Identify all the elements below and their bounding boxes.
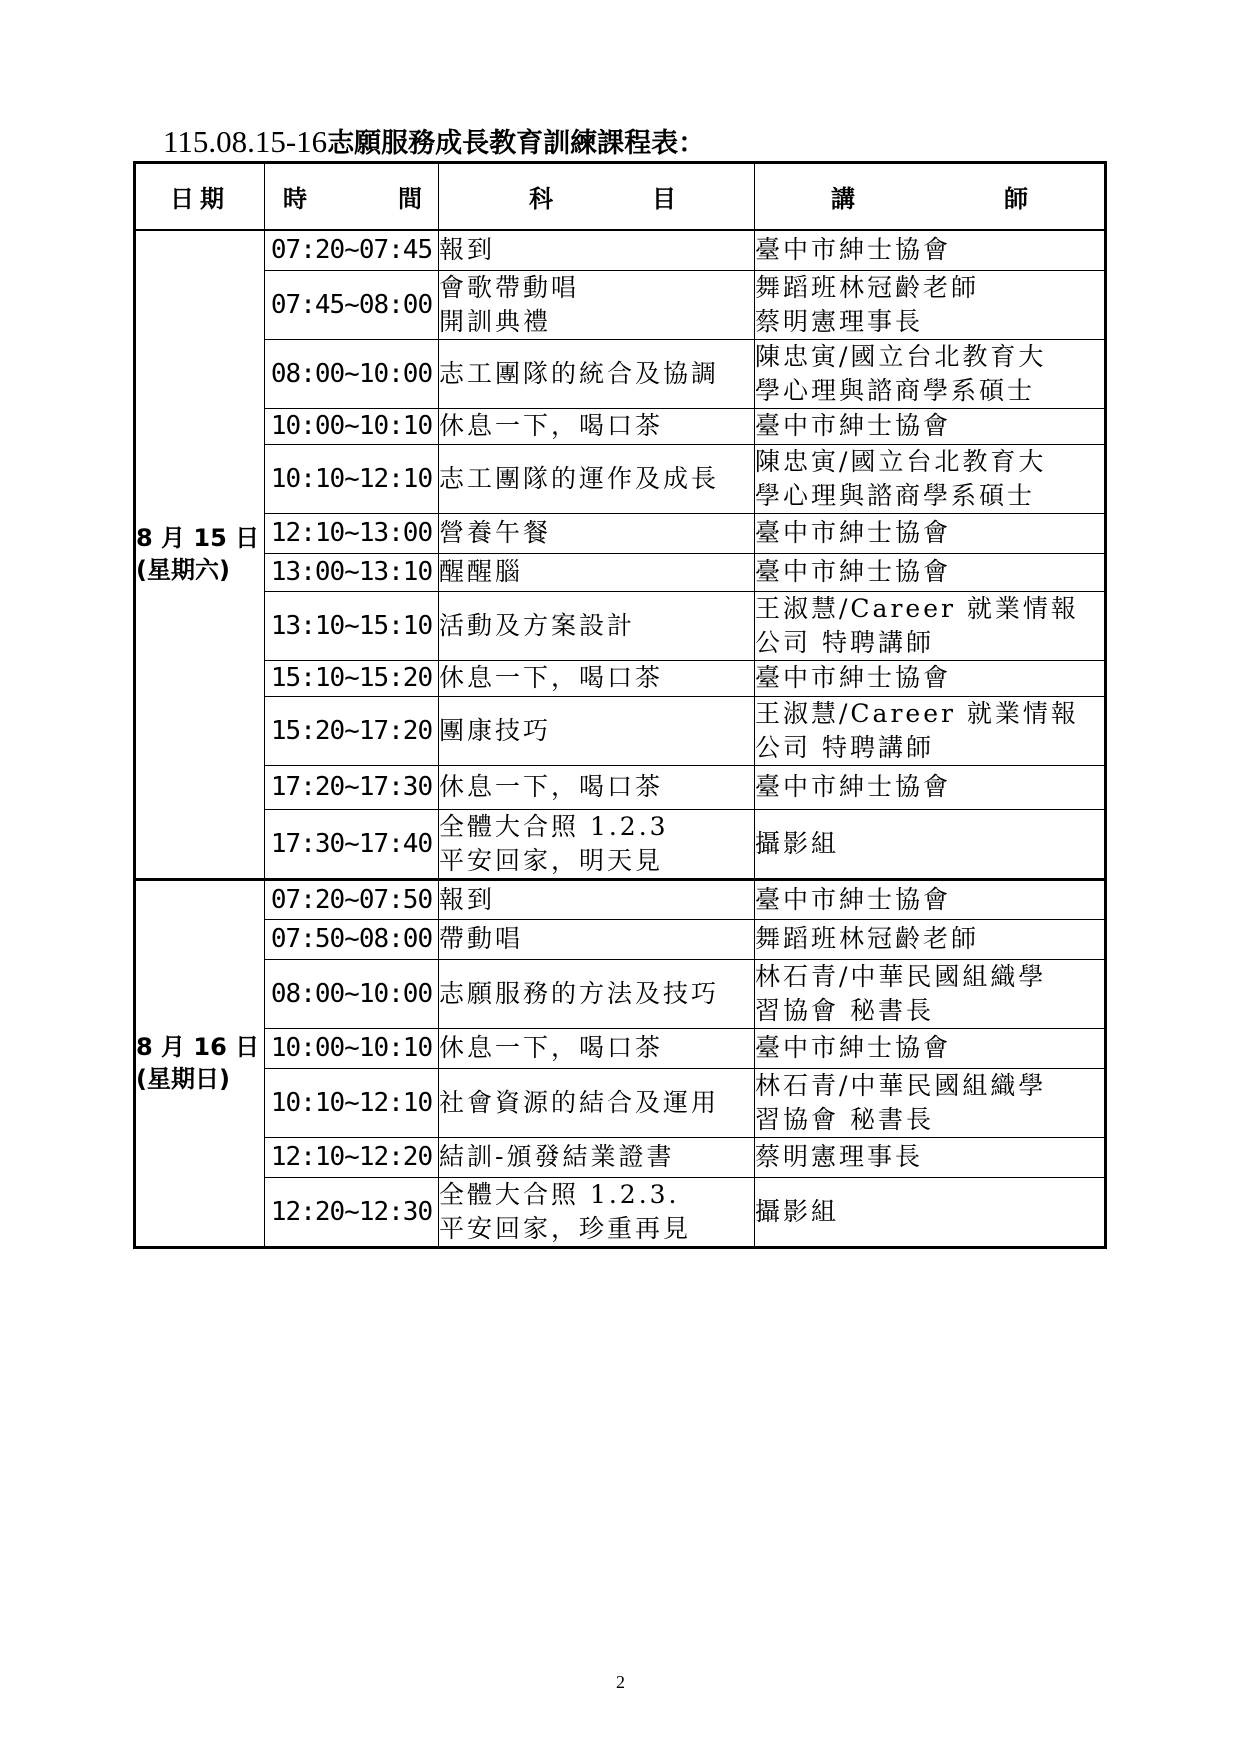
header-row bbox=[135, 163, 1106, 231]
teacher-line: 臺中市紳士協會 bbox=[755, 518, 952, 547]
subject-cell bbox=[439, 1177, 755, 1247]
table-row bbox=[135, 230, 1106, 270]
subject-cell bbox=[439, 1068, 755, 1137]
table-row bbox=[135, 765, 1106, 809]
teacher-line: 攝影組 bbox=[755, 828, 840, 858]
table-row bbox=[135, 919, 1106, 959]
subject-cell bbox=[439, 879, 755, 919]
subject-line: 報到 bbox=[439, 884, 496, 914]
teacher-cell bbox=[755, 660, 1106, 696]
table-row bbox=[135, 959, 1106, 1028]
time-cell: 10:00~10:10 bbox=[265, 408, 439, 444]
time-cell: 13:00~13:10 bbox=[265, 553, 439, 591]
table-row bbox=[135, 1177, 1106, 1247]
table-row bbox=[135, 696, 1106, 765]
teacher-line: 王淑慧/Career 就業情報 bbox=[755, 698, 1079, 728]
teacher-cell bbox=[755, 408, 1106, 444]
teacher-line: 臺中市紳士協會 bbox=[755, 235, 952, 265]
time-cell: 15:20~17:20 bbox=[265, 696, 439, 765]
schedule-title bbox=[163, 122, 705, 162]
time-cell: 12:10~13:00 bbox=[265, 513, 439, 553]
subject-cell bbox=[439, 270, 755, 339]
subject-cell bbox=[439, 408, 755, 444]
teacher-cell bbox=[755, 591, 1106, 660]
teacher-line: 習協會 秘書長 bbox=[755, 995, 934, 1025]
subject-cell bbox=[439, 339, 755, 408]
teacher-line: 陳忠寅/國立台北教育大 bbox=[755, 446, 1047, 476]
time-cell: 07:45~08:00 bbox=[265, 270, 439, 339]
table-row bbox=[135, 444, 1106, 513]
teacher-cell bbox=[755, 765, 1106, 809]
time-cell: 07:20~07:50 bbox=[265, 879, 439, 919]
table-row bbox=[135, 809, 1106, 879]
subject-line: 全體大合照 1.2.3 bbox=[439, 811, 669, 841]
teacher-cell bbox=[755, 696, 1106, 765]
date-cell bbox=[135, 879, 265, 1247]
table-row bbox=[135, 270, 1106, 339]
teacher-cell bbox=[755, 230, 1106, 270]
teacher-cell bbox=[755, 1028, 1106, 1068]
subject-cell bbox=[439, 1137, 755, 1177]
table-row bbox=[135, 591, 1106, 660]
teacher-cell bbox=[755, 1177, 1106, 1247]
time-cell: 10:10~12:10 bbox=[265, 1068, 439, 1137]
table-row bbox=[135, 339, 1106, 408]
teacher-line: 臺中市紳士協會 bbox=[755, 884, 952, 914]
table-row bbox=[135, 879, 1106, 919]
teacher-line: 王淑慧/Career 就業情報 bbox=[755, 593, 1079, 623]
teacher-cell bbox=[755, 879, 1106, 919]
subject-line: 志願服務的方法及技巧 bbox=[439, 978, 720, 1008]
subject-line: 休息一下，喝口茶 bbox=[439, 1033, 664, 1062]
teacher-line: 臺中市紳士協會 bbox=[755, 1033, 952, 1062]
subject-line: 活動及方案設計 bbox=[439, 610, 636, 640]
teacher-line: 公司 特聘講師 bbox=[755, 627, 934, 657]
time-cell: 12:10~12:20 bbox=[265, 1137, 439, 1177]
time-cell: 07:20~07:45 bbox=[265, 230, 439, 270]
time-cell: 08:00~10:00 bbox=[265, 959, 439, 1028]
teacher-line: 學心理與諮商學系碩士 bbox=[755, 375, 1036, 405]
teacher-line: 林石青/中華民國組織學 bbox=[755, 961, 1047, 991]
table-row bbox=[135, 1068, 1106, 1137]
subject-cell bbox=[439, 919, 755, 959]
teacher-cell bbox=[755, 809, 1106, 879]
header-date: 日期 bbox=[135, 163, 265, 231]
subject-line: 社會資源的結合及運用 bbox=[439, 1087, 720, 1117]
subject-cell bbox=[439, 444, 755, 513]
teacher-line: 臺中市紳士協會 bbox=[755, 557, 952, 586]
table-row bbox=[135, 1028, 1106, 1068]
subject-line: 休息一下，喝口茶 bbox=[439, 411, 664, 440]
time-cell: 08:00~10:00 bbox=[265, 339, 439, 408]
teacher-line: 蔡明憲理事長 bbox=[755, 1142, 924, 1171]
subject-line: 休息一下，喝口茶 bbox=[439, 663, 664, 692]
teacher-line: 陳忠寅/國立台北教育大 bbox=[755, 341, 1047, 371]
date-line: (星期六) bbox=[136, 556, 230, 585]
date-line: 8 月 16 日 bbox=[136, 1033, 260, 1061]
teacher-line: 舞蹈班林冠齡老師 bbox=[755, 924, 980, 953]
table-row bbox=[135, 408, 1106, 444]
table-row bbox=[135, 553, 1106, 591]
teacher-line: 舞蹈班林冠齡老師 bbox=[755, 272, 980, 302]
teacher-cell bbox=[755, 339, 1106, 408]
page-number: 2 bbox=[616, 1672, 625, 1692]
teacher-cell bbox=[755, 959, 1106, 1028]
subject-line: 平安回家，明天見 bbox=[439, 845, 664, 875]
header-time: 時間 bbox=[265, 163, 439, 231]
teacher-line: 學心理與諮商學系碩士 bbox=[755, 480, 1036, 510]
teacher-line: 習協會 秘書長 bbox=[755, 1104, 934, 1134]
subject-line: 報到 bbox=[439, 235, 496, 265]
subject-cell bbox=[439, 1028, 755, 1068]
teacher-line: 臺中市紳士協會 bbox=[755, 663, 952, 692]
teacher-line: 臺中市紳士協會 bbox=[755, 411, 952, 440]
table-row bbox=[135, 513, 1106, 553]
subject-line: 醒醒腦 bbox=[439, 557, 524, 586]
schedule-body bbox=[135, 230, 1106, 1247]
subject-cell bbox=[439, 553, 755, 591]
time-cell: 12:20~12:30 bbox=[265, 1177, 439, 1247]
subject-line: 營養午餐 bbox=[439, 518, 552, 547]
table-row bbox=[135, 1137, 1106, 1177]
title-text: 志願服務成長教育訓練課程表： bbox=[327, 128, 706, 159]
time-cell: 13:10~15:10 bbox=[265, 591, 439, 660]
subject-line: 平安回家，珍重再見 bbox=[439, 1213, 692, 1243]
title-date-range: 115.08.15-16 bbox=[163, 124, 328, 159]
subject-cell bbox=[439, 696, 755, 765]
date-line: (星期日) bbox=[136, 1065, 230, 1093]
subject-line: 團康技巧 bbox=[439, 715, 552, 745]
subject-cell bbox=[439, 230, 755, 270]
subject-line: 全體大合照 1.2.3. bbox=[439, 1179, 680, 1209]
time-cell: 07:50~08:00 bbox=[265, 919, 439, 959]
teacher-cell bbox=[755, 444, 1106, 513]
subject-line: 會歌帶動唱 bbox=[439, 272, 580, 302]
subject-line: 開訓典禮 bbox=[439, 306, 552, 336]
subject-line: 志工團隊的統合及協調 bbox=[439, 358, 720, 388]
time-cell: 17:30~17:40 bbox=[265, 809, 439, 879]
subject-cell bbox=[439, 591, 755, 660]
date-cell bbox=[135, 230, 265, 879]
header-subject: 科目 bbox=[439, 163, 755, 231]
date-line: 8 月 15 日 bbox=[136, 524, 260, 553]
teacher-line: 蔡明憲理事長 bbox=[755, 306, 924, 336]
header-teacher: 講師 bbox=[755, 163, 1106, 231]
time-cell: 10:00~10:10 bbox=[265, 1028, 439, 1068]
teacher-cell bbox=[755, 919, 1106, 959]
subject-cell bbox=[439, 765, 755, 809]
time-cell: 10:10~12:10 bbox=[265, 444, 439, 513]
teacher-line: 林石青/中華民國組織學 bbox=[755, 1070, 1047, 1100]
table-row bbox=[135, 660, 1106, 696]
subject-line: 結訓-頒發結業證書 bbox=[439, 1142, 675, 1171]
teacher-cell bbox=[755, 553, 1106, 591]
teacher-cell bbox=[755, 513, 1106, 553]
teacher-line: 攝影組 bbox=[755, 1196, 840, 1226]
subject-line: 休息一下，喝口茶 bbox=[439, 772, 664, 801]
teacher-line: 臺中市紳士協會 bbox=[755, 772, 952, 801]
time-cell: 17:20~17:30 bbox=[265, 765, 439, 809]
subject-line: 帶動唱 bbox=[439, 924, 524, 953]
subject-cell bbox=[439, 809, 755, 879]
teacher-cell bbox=[755, 270, 1106, 339]
subject-cell bbox=[439, 513, 755, 553]
subject-cell bbox=[439, 959, 755, 1028]
teacher-cell bbox=[755, 1068, 1106, 1137]
teacher-cell bbox=[755, 1137, 1106, 1177]
subject-cell bbox=[439, 660, 755, 696]
time-cell: 15:10~15:20 bbox=[265, 660, 439, 696]
teacher-line: 公司 特聘講師 bbox=[755, 732, 934, 762]
subject-line: 志工團隊的運作及成長 bbox=[439, 463, 720, 493]
course-schedule-table bbox=[133, 161, 1107, 1249]
